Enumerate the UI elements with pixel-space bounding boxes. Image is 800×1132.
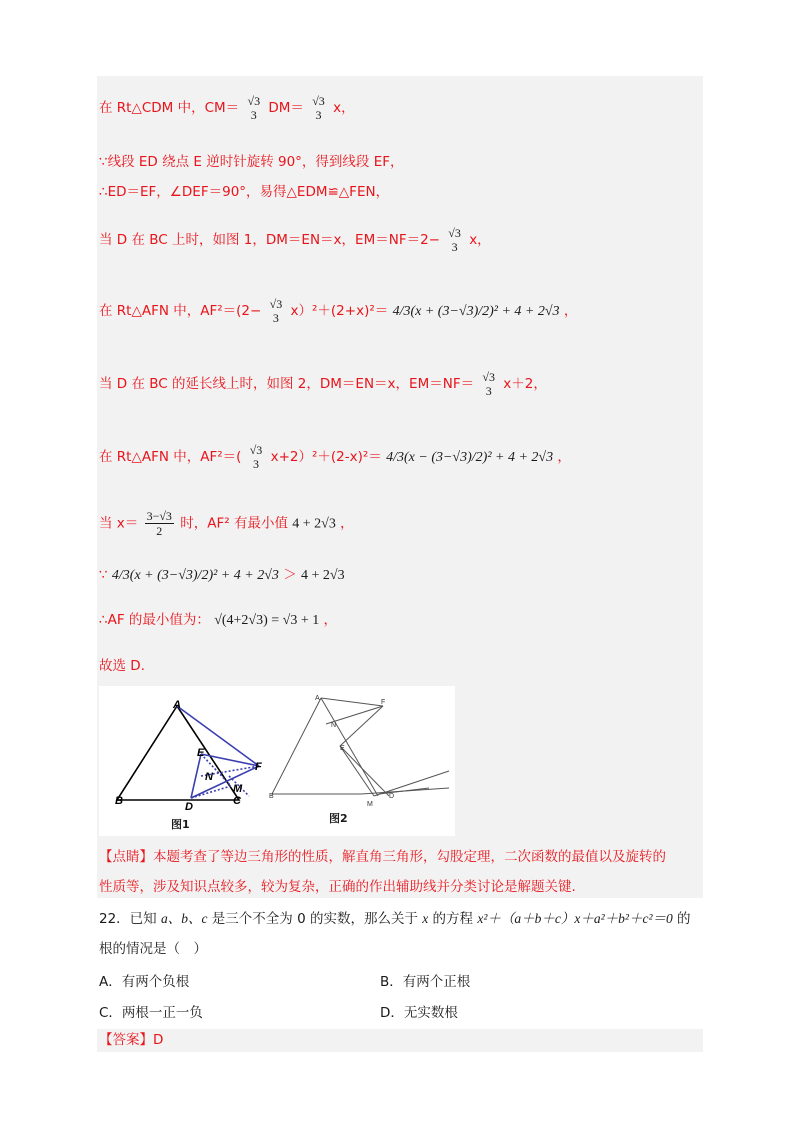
solution-line-9 [99, 566, 345, 585]
option-b: B．有两个正根 [380, 974, 471, 990]
formula: 4 + 2√3 [292, 516, 336, 532]
solution-line-8 [99, 509, 354, 538]
figures [99, 686, 455, 836]
label-N: N [205, 771, 213, 783]
text: ∵ [99, 567, 108, 583]
text: DM＝ [268, 100, 304, 116]
figure-2-caption: 图2 [329, 812, 348, 825]
comment-tag: 【点睛】 [99, 849, 153, 865]
solution-line-11 [99, 657, 145, 675]
label-M: M [233, 783, 243, 795]
solution-line-7 [99, 443, 571, 471]
comment-line-1 [99, 848, 666, 866]
answer-value: D [153, 1032, 164, 1048]
label-B: B [269, 793, 274, 800]
answer-tag: 【答案】 [99, 1032, 153, 1048]
geometry-figures [99, 686, 455, 836]
label-D: D [185, 801, 193, 813]
text: 22．已知 [99, 911, 161, 927]
text: 的 [672, 911, 691, 927]
label-N: N [331, 722, 337, 729]
label-M: M [367, 801, 373, 808]
formula: 4/3(x + (3−√3)/2)² + 4 + 2√3 [111, 568, 279, 583]
text: ， [563, 303, 578, 319]
text: 的方程 [428, 911, 478, 927]
text: 当 D 在 BC 的延长线上时，如图 2，DM＝EN＝x，EM＝NF＝ [99, 376, 475, 392]
figure-1-caption: 图1 [171, 818, 190, 831]
fraction: √3 3 [249, 443, 263, 471]
answer-block [97, 1029, 703, 1052]
label-F: F [255, 761, 262, 773]
solution-line-4 [99, 226, 491, 254]
text: x＋2， [503, 376, 547, 392]
text: 是三个不全为 0 的实数，那么关于 [207, 911, 423, 927]
text: ， [323, 612, 338, 628]
solution-line-3 [99, 183, 389, 201]
text: 在 Rt△AFN 中，AF²＝(2− [99, 303, 262, 319]
text: 时，AF² 有最小值 [180, 515, 288, 532]
text: 在 Rt△AFN 中，AF²＝( [99, 449, 242, 465]
label-E: E [340, 745, 345, 752]
solution-line-10 [99, 611, 337, 630]
text: 当 D 在 BC 上时，如图 1，DM＝EN＝x，EM＝NF＝2− [99, 232, 440, 248]
label-D: D [389, 793, 395, 800]
formula: 4/3(x + (3−√3)/2)² + 4 + 2√3 [392, 304, 560, 319]
solution-line-6 [99, 370, 547, 398]
figure-2 [272, 698, 449, 796]
label-C: C [233, 795, 241, 807]
text: x+2）²＋(2-x)²＝ [270, 449, 382, 465]
answer-line [99, 1031, 163, 1049]
text: 在 Rt△CDM 中，CM＝ [99, 100, 240, 116]
text: ， [340, 515, 354, 532]
variables: a、b、c [160, 911, 208, 926]
text: x， [469, 232, 491, 248]
text: 根的情况是（ ） [99, 941, 207, 957]
text: ＞ [283, 567, 297, 583]
label-A: A [315, 695, 320, 702]
comment-text: 本题考查了等边三角形的性质，解直角三角形，勾股定理，二次函数的最值以及旋转的 [153, 849, 666, 865]
question-line-1 [99, 910, 691, 928]
text: 当 x＝ [99, 515, 139, 532]
fraction: √3 3 [312, 94, 325, 122]
text: 故选 D. [99, 658, 145, 674]
label-B: B [115, 795, 123, 807]
solution-line-2 [99, 153, 404, 171]
label-E: E [197, 747, 205, 759]
formula: √(4+2√3) = √3 + 1 [214, 613, 320, 628]
option-a: A．有两个负根 [99, 974, 190, 990]
option-c: C．两根一正一负 [99, 1005, 203, 1021]
comment-text: 性质等，涉及知识点较多，较为复杂，正确的作出辅助线并分类讨论是解题关键. [99, 879, 576, 895]
variable: x [422, 911, 429, 926]
text: ∵线段 ED 绕点 E 逆时针旋转 90°，得到线段 EF， [99, 154, 404, 170]
text: ∴AF 的最小值为： [99, 612, 210, 628]
fraction: $\frac{3-√3}{2}$ [146, 509, 172, 538]
equation: x²＋（a＋b＋c）x＋a²＋b²＋c²＝0 [477, 911, 673, 926]
text: x）²＋(2+x)²＝ [290, 303, 389, 319]
option-d: D．无实数根 [380, 1005, 458, 1021]
formula: 4/3(x − (3−√3)/2)² + 4 + 2√3 [386, 450, 554, 465]
fraction: √3 3 [482, 370, 495, 398]
fraction: √3 3 [269, 297, 283, 325]
solution-line-1 [99, 94, 355, 122]
comment-line-2 [99, 878, 576, 896]
formula: 4 + 2√3 [300, 568, 345, 583]
text: ， [557, 449, 571, 465]
solution-line-5 [99, 297, 577, 325]
label-A: A [173, 699, 181, 711]
fraction: √3 3 [448, 226, 461, 254]
label-F: F [381, 699, 386, 706]
text: x， [333, 100, 355, 116]
fraction: √3 3 [247, 94, 261, 122]
text: ∴ED＝EF，∠DEF＝90°，易得△EDM≌△FEN， [99, 184, 390, 200]
question-line-2 [99, 940, 207, 958]
